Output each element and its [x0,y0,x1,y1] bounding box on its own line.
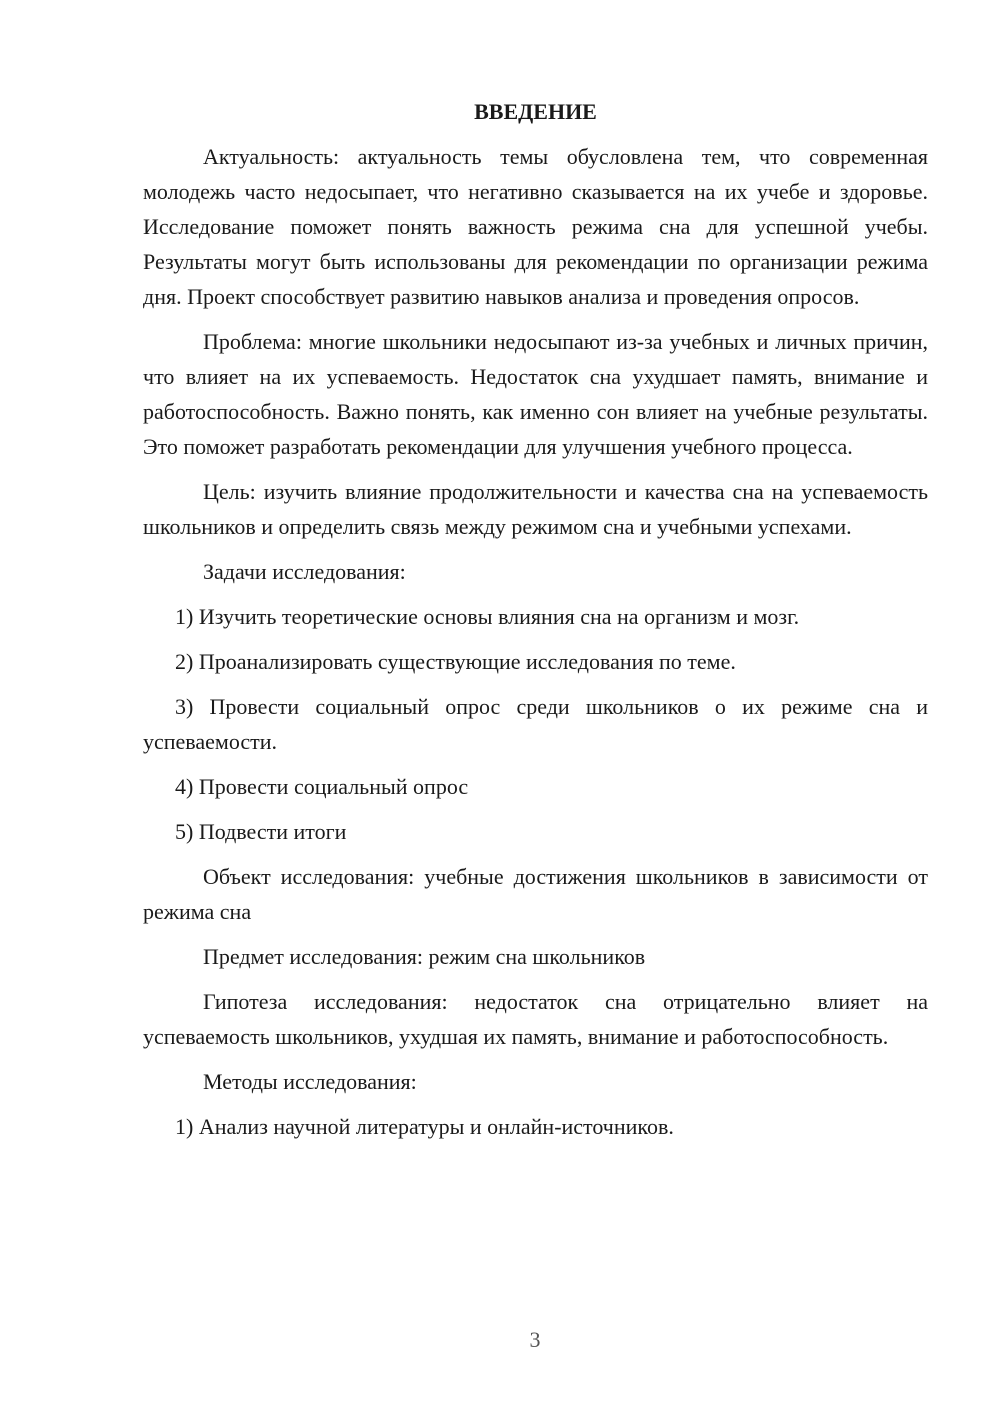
task-item: 2) Проанализировать существующие исследования по теме. [175,649,736,674]
document-page [143,94,928,1144]
task-item: 1) Изучить теоретические основы влияния сна на организм и мозг. [175,604,800,629]
task-item: 4) Провести социальный опрос [175,774,469,799]
hypothesis-paragraph: Гипотеза исследования: недостаток сна отрицательно влияет на успеваемость школьников, ухудшая их память, внимание и работоспособность. [143,989,928,1049]
method-item: 1) Анализ научной литературы и онлайн-источников. [175,1114,674,1139]
relevance-paragraph: Актуальность: актуальность темы обусловлена тем, что современная молодежь часто недосыпает, что негативно сказывается на их учебе и здоровье. Исследование поможет понять важность режима сна для успешной учебы. Результаты могут быть использованы для рекомендации по организации режима дня. Проект способствует развитию навыков анализа и проведения опросов. [143,144,928,309]
goal-paragraph: Цель: изучить влияние продолжительности и качества сна на успеваемость школьников и определить связь между режимом сна и учебными успехами. [143,479,928,539]
object-paragraph: Объект исследования: учебные достижения школьников в зависимости от режима сна [143,864,928,924]
page-title: ВВЕДЕНИЕ [474,99,597,124]
task-item: 5) Подвести итоги [175,819,347,844]
problem-paragraph: Проблема: многие школьники недосыпают из-за учебных и личных причин, что влияет на их успеваемость. Недостаток сна ухудшает память, внимание и работоспособность. Важно понять, как именно сон влияет на учебные результаты. Это поможет разработать рекомендации для улучшения учебного процесса. [143,329,928,459]
page-number: 3 [529,1327,541,1352]
task-item: 3) Провести социальный опрос среди школьников о их режиме сна и успеваемости. [143,694,928,754]
tasks-heading: Задачи исследования: [203,559,406,584]
subject-paragraph: Предмет исследования: режим сна школьников [203,944,646,969]
methods-heading: Методы исследования: [203,1069,417,1094]
